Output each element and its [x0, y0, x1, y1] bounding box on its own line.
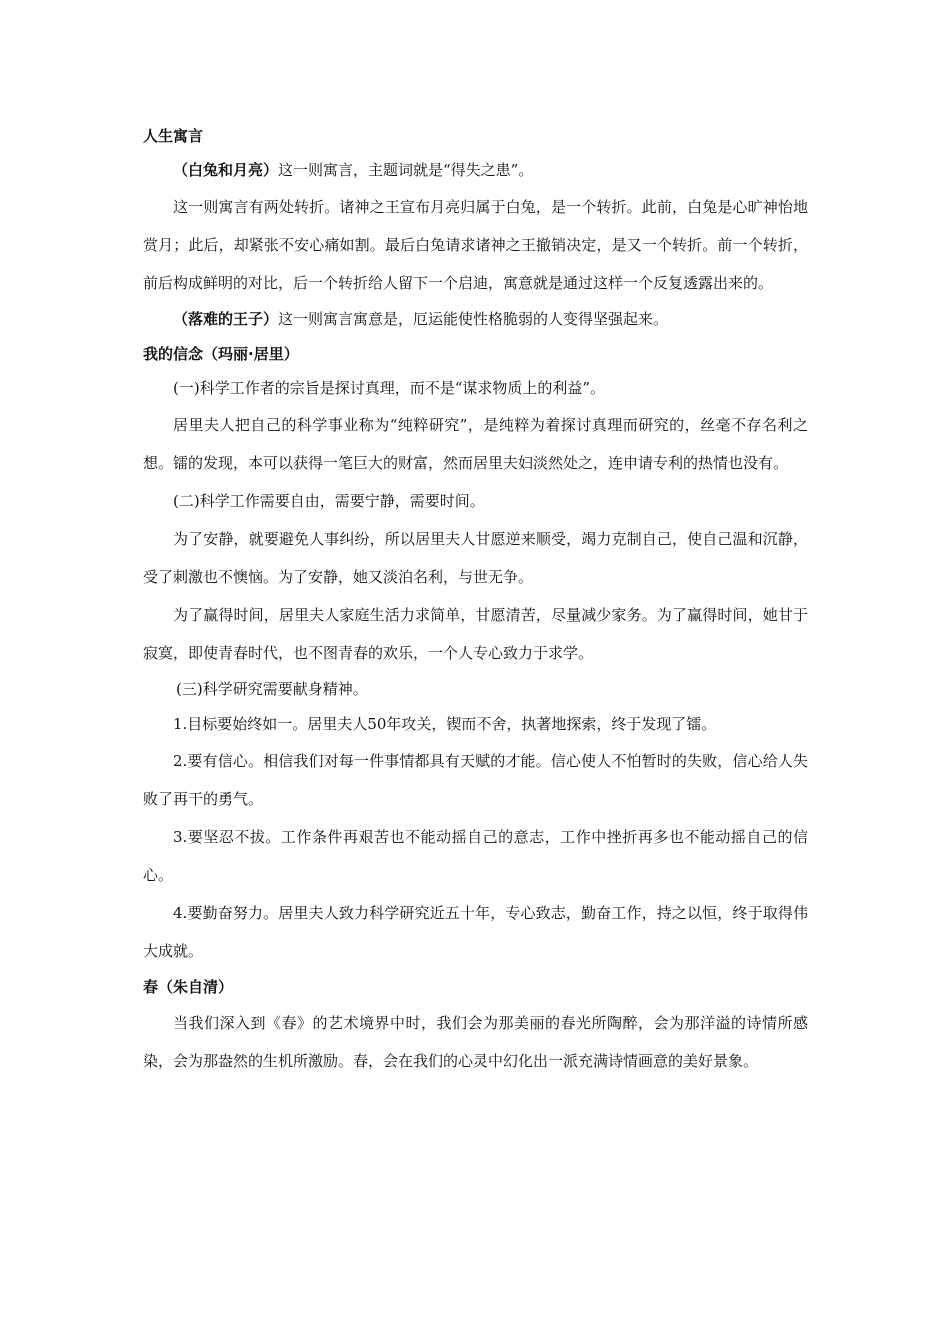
paragraph-text: 2.要有信心。相信我们对每一件事情都具有天赋的才能。信心使人不怕暂时的失败，信心给人失败了再干的勇气。: [143, 752, 808, 808]
paragraph: [143, 482, 808, 520]
paragraph: [143, 707, 808, 742]
paragraph-text: (一)科学工作者的宗旨是探讨真理，而不是“谋求物质上的利益”。: [173, 379, 606, 397]
paragraph: [143, 302, 808, 337]
paragraph-text: (三)科学研究需要献身精神。: [176, 680, 368, 698]
fable-title-rabbit-moon: （白兔和月亮）: [173, 161, 279, 179]
paragraph: [143, 406, 808, 482]
paragraph-text: 为了赢得时间，居里夫人家庭生活力求简单，甘愿清苦，尽量减少家务。为了赢得时间，她甘于寂寞，即使青春时代，也不图青春的欢乐，一个人专心致力于求学。: [143, 606, 808, 662]
paragraph: [143, 894, 808, 970]
paragraph: [143, 742, 808, 818]
paragraph-text: 这一则寓言有两处转折。诸神之王宣布月亮归属于白兔，是一个转折。此前，白兔是心旷神怡地赏月；此后，却紧张不安心痛如割。最后白兔请求诸神之王撤销决定，是又一个转折。前一个转折，前后构成鲜明的对比，后一个转折给人留下一个启迪，寓意就是通过这样一个反复透露出来的。: [143, 198, 808, 292]
paragraph-text: 当我们深入到《春》的艺术境界中时，我们会为那美丽的春光所陶醉，会为那洋溢的诗情所感染，会为那盎然的生机所激励。春，会在我们的心灵中幻化出一派充满诗情画意的美好景象。: [143, 1014, 808, 1070]
section-heading-fables: 人生寓言: [143, 127, 204, 145]
section-heading-my-belief: 我的信念（玛丽·居里）: [143, 345, 299, 363]
paragraph: [143, 153, 808, 188]
paragraph-text: 这一则寓言，主题词就是“得失之患”。: [278, 161, 534, 179]
paragraph: [143, 818, 808, 894]
paragraph: [143, 596, 808, 672]
paragraph: [143, 520, 808, 596]
section-heading-spring: 春（朱自清）: [143, 978, 234, 996]
paragraph-text: 1.目标要始终如一。居里夫人50年攻关，锲而不舍，执著地探索，终于发现了镭。: [173, 715, 717, 733]
paragraph-text: 3.要坚忍不拔。工作条件再艰苦也不能动摇自己的意志，工作中挫折再多也不能动摇自己的信心。: [143, 828, 808, 884]
paragraph-text: 为了安静，就要避免人事纠纷，所以居里夫人甘愿逆来顺受，竭力克制自己，使自己温和沉静，受了刺激也不懊恼。为了安静，她又淡泊名利，与世无争。: [143, 530, 808, 586]
paragraph-text: 这一则寓言寓意是，厄运能使性格脆弱的人变得坚强起来。: [278, 310, 669, 328]
paragraph: [143, 672, 808, 707]
document-body: [143, 119, 808, 1080]
paragraph-text: 居里夫人把自己的科学事业称为“纯粹研究”，是纯粹为着探讨真理而研究的，丝毫不存名利之想。镭的发现，本可以获得一笔巨大的财富，然而居里夫妇淡然处之，连申请专利的热情也没有。: [143, 416, 808, 472]
fable-title-prince: （落难的王子）: [173, 310, 279, 328]
paragraph: [143, 371, 808, 406]
paragraph-text: (二)科学工作需要自由，需要宁静，需要时间。: [173, 492, 485, 510]
paragraph-text: 4.要勤奋努力。居里夫人致力科学研究近五十年，专心致志，勤奋工作，持之以恒，终于取得伟大成就。: [143, 904, 808, 960]
paragraph: [143, 188, 808, 302]
paragraph: [143, 1004, 808, 1080]
